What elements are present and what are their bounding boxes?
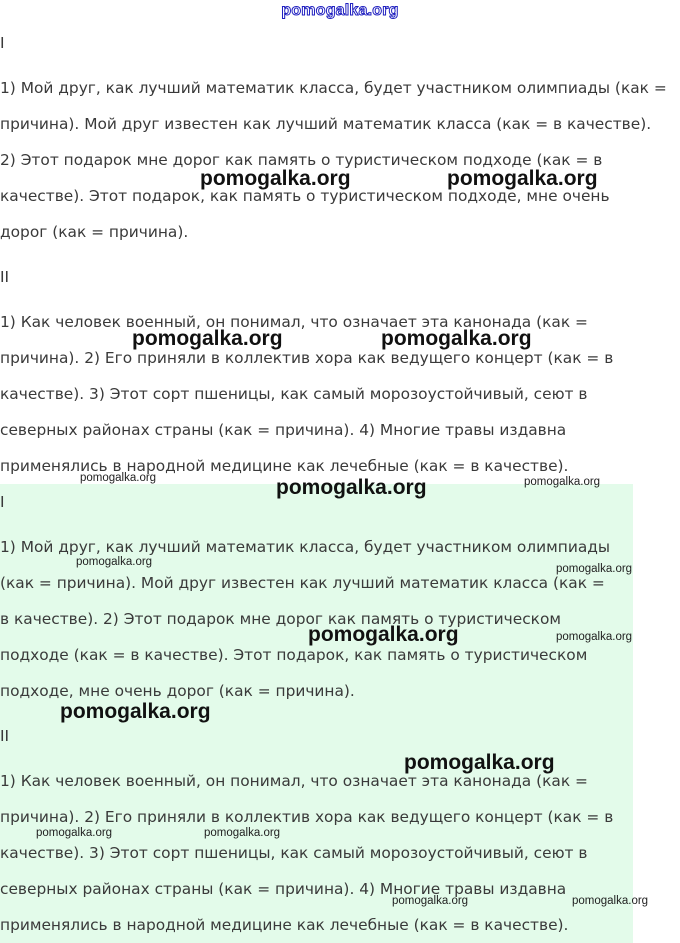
watermark: pomogalka.org (524, 476, 601, 488)
text-line: причина). 2) Его приняли в коллектив хора как ведущего концерт (как = в (0, 349, 614, 367)
text-line: качестве). Этот подарок, как память о туристическом подходе, мне очень (0, 187, 610, 205)
watermark: pomogalka.org (276, 476, 427, 499)
watermark: pomogalka.org (404, 751, 555, 774)
text-line: 1) Мой друг, как лучший математик класса, будет участником олимпиады (как = (0, 79, 667, 97)
answer-line: 1) Мой друг, как лучший математик класса, будет участником олимпиады (0, 538, 611, 556)
watermark: pomogalka.org (308, 623, 459, 646)
answer-line: причина). 2) Его приняли в коллектив хора как ведущего концерт (как = в (0, 808, 614, 826)
answer-line: в качестве). 2) Этот подарок мне дорог как память о туристическом (0, 610, 561, 628)
watermark: pomogalka.org (200, 167, 351, 190)
section-heading: II (0, 268, 10, 286)
answer-heading: I (0, 493, 5, 511)
text-line: применялись в народной медицине как лечебные (как = в качестве). (0, 457, 569, 475)
watermark: pomogalka.org (381, 327, 532, 350)
answer-line: (как = причина). Мой друг известен как лучший математик класса (как = (0, 574, 605, 592)
section-heading: I (0, 34, 5, 52)
answer-line: подходе (как = в качестве). Этот подарок, как память о туристическом (0, 646, 588, 664)
text-line: дорог (как = причина). (0, 223, 189, 241)
watermark: pomogalka.org (76, 556, 153, 568)
watermark: pomogalka.org (556, 631, 633, 643)
watermark: pomogalka.org (572, 895, 649, 907)
text-line: 1) Как человек военный, он понимал, что означает эта канонада (как = (0, 313, 588, 331)
answer-line: качестве). 3) Этот сорт пшеницы, как самый морозоустойчивый, сеют в (0, 844, 588, 862)
answer-line: 1) Как человек военный, он понимал, что означает эта канонада (как = (0, 772, 588, 790)
text-line: причина). Мой друг известен как лучший математик класса (как = в качестве). (0, 115, 652, 133)
text-line: северных районах страны (как = причина). 4) Многие травы издавна (0, 421, 567, 439)
watermark: pomogalka.org (556, 563, 633, 575)
watermark: pomogalka.org (204, 827, 281, 839)
watermark: pomogalka.org (36, 827, 113, 839)
watermark: pomogalka.org (392, 895, 469, 907)
watermark: pomogalka.org (132, 327, 283, 350)
text-line: качестве). 3) Этот сорт пшеницы, как самый морозоустойчивый, сеют в (0, 385, 588, 403)
text-line: 2) Этот подарок мне дорог как память о туристическом подходе (как = в (0, 151, 603, 169)
site-logo[interactable]: pomogalka.org (281, 2, 399, 19)
watermark: pomogalka.org (80, 472, 157, 484)
watermark: pomogalka.org (60, 700, 211, 723)
watermark: pomogalka.org (447, 167, 598, 190)
answer-heading: II (0, 727, 10, 745)
answer-line: подходе, мне очень дорог (как = причина). (0, 682, 355, 700)
answer-line: применялись в народной медицине как лечебные (как = в качестве). (0, 916, 569, 934)
answer-line: северных районах страны (как = причина). 4) Многие травы издавна (0, 880, 567, 898)
